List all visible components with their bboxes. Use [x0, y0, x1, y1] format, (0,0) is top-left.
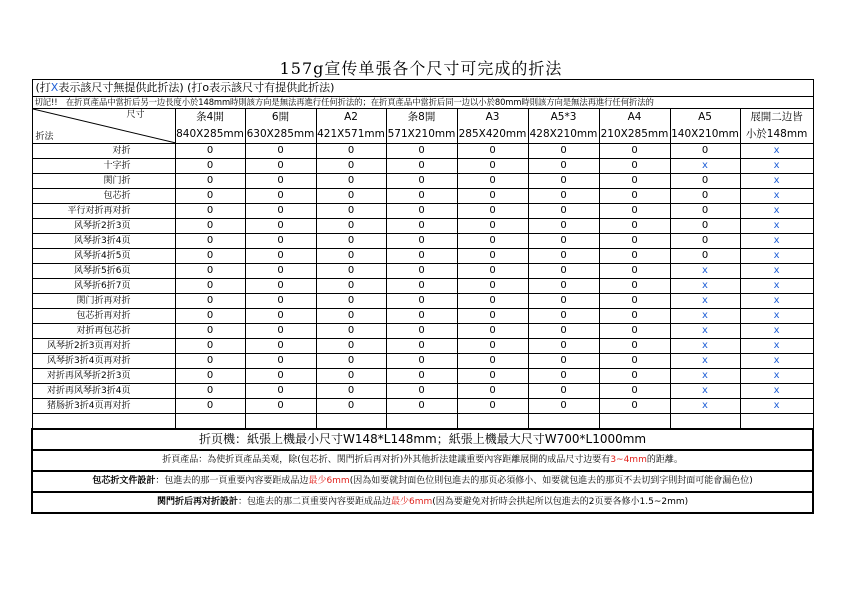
availability-cell: x [670, 399, 740, 414]
availability-cell: 0 [599, 339, 670, 354]
core-note-row [32, 471, 813, 492]
fold-name: 猪肠折3折4页再对折 [32, 399, 175, 414]
availability-cell: 0 [528, 339, 599, 354]
availability-cell: 0 [175, 189, 245, 204]
availability-cell: 0 [245, 324, 316, 339]
availability-cell: x [740, 339, 813, 354]
availability-cell: x [740, 264, 813, 279]
availability-cell: 0 [670, 144, 740, 159]
availability-cell: 0 [386, 249, 457, 264]
corner-fold-label: 折法 [35, 132, 54, 142]
availability-cell: 0 [316, 249, 386, 264]
availability-cell: 0 [316, 399, 386, 414]
blank-cell [386, 414, 457, 430]
availability-cell: 0 [386, 369, 457, 384]
availability-cell: 0 [316, 354, 386, 369]
availability-cell: 0 [528, 369, 599, 384]
availability-cell: 0 [386, 204, 457, 219]
availability-cell: 0 [316, 144, 386, 159]
availability-cell: 0 [316, 384, 386, 399]
availability-cell: x [670, 369, 740, 384]
column-header-dims: 210X285mm [599, 126, 670, 144]
availability-cell: 0 [599, 219, 670, 234]
fold-rows [32, 144, 813, 414]
availability-cell: 0 [175, 339, 245, 354]
availability-cell: 0 [599, 294, 670, 309]
column-header-dims: 285X420mm [457, 126, 528, 144]
fold-name: 风琴折4折5页 [32, 249, 175, 264]
table-row [32, 384, 813, 399]
availability-cell: 0 [599, 354, 670, 369]
availability-cell: 0 [457, 204, 528, 219]
availability-cell: 0 [670, 189, 740, 204]
availability-cell: 0 [599, 144, 670, 159]
page-title: 157g宣传单張各个尺寸可完成的折法 [279, 59, 563, 78]
table-row [32, 279, 813, 294]
table-row [32, 354, 813, 369]
gate-note-heading: 関門折后再对折設計 [156, 497, 238, 507]
availability-cell: 0 [316, 159, 386, 174]
fold-name: 関门折 [32, 174, 175, 189]
availability-cell: 0 [599, 279, 670, 294]
availability-cell: 0 [599, 159, 670, 174]
blank-cell [670, 414, 740, 430]
header-row-names [32, 109, 813, 127]
table-row [32, 309, 813, 324]
availability-cell: 0 [457, 219, 528, 234]
availability-cell: 0 [386, 399, 457, 414]
blank-cell [740, 414, 813, 430]
column-header-name: 条4開 [175, 109, 245, 127]
availability-cell: 0 [599, 384, 670, 399]
availability-cell: 0 [245, 384, 316, 399]
availability-cell: 0 [175, 324, 245, 339]
availability-cell: 0 [175, 279, 245, 294]
column-header-name: 条8開 [386, 109, 457, 127]
availability-cell: 0 [316, 189, 386, 204]
availability-cell: 0 [245, 249, 316, 264]
availability-cell: 0 [457, 249, 528, 264]
availability-cell: 0 [175, 159, 245, 174]
availability-cell: 0 [670, 204, 740, 219]
availability-cell: 0 [175, 144, 245, 159]
availability-cell: 0 [175, 354, 245, 369]
availability-cell: 0 [599, 264, 670, 279]
fold-name: 对折再包芯折 [32, 324, 175, 339]
fold-name: 风琴折3折4页再对折 [32, 354, 175, 369]
availability-cell: 0 [316, 324, 386, 339]
availability-cell: 0 [386, 339, 457, 354]
availability-cell: 0 [245, 399, 316, 414]
table-row [32, 159, 813, 174]
availability-cell: 0 [245, 204, 316, 219]
product-note-row [32, 450, 813, 471]
availability-cell: 0 [245, 339, 316, 354]
availability-cell: 0 [386, 189, 457, 204]
availability-cell: x [740, 144, 813, 159]
availability-cell: 0 [316, 279, 386, 294]
availability-cell: 0 [316, 309, 386, 324]
availability-cell: x [740, 324, 813, 339]
availability-cell: 0 [386, 309, 457, 324]
availability-cell: 0 [599, 369, 670, 384]
fold-name: 对折再风琴折3折4页 [32, 384, 175, 399]
legend-x-mark: X [50, 81, 59, 94]
table-row [32, 399, 813, 414]
availability-cell: 0 [386, 279, 457, 294]
gate-note-margin: 最少6mm [391, 497, 433, 507]
machine-note-row [32, 429, 813, 450]
fold-name: 风琴折2折3页 [32, 219, 175, 234]
availability-cell: x [740, 369, 813, 384]
availability-cell: 0 [599, 249, 670, 264]
fold-name: 风琴折2折3页再对折 [32, 339, 175, 354]
column-header-name: A5 [670, 109, 740, 127]
column-header-name: A3 [457, 109, 528, 127]
column-header-name: A2 [316, 109, 386, 127]
availability-cell: 0 [528, 204, 599, 219]
availability-cell: 0 [316, 174, 386, 189]
table-row [32, 264, 813, 279]
blank-cell [599, 414, 670, 430]
availability-cell: x [740, 159, 813, 174]
availability-cell: 0 [457, 324, 528, 339]
column-header-dims: 571X210mm [386, 126, 457, 144]
availability-cell: 0 [457, 264, 528, 279]
product-note-text: 折頁產品：為使折頁產品美观，除(包芯折、関門折后再对折)外其他折法建議重要內容距離展開的成品尺寸边要有 [162, 455, 611, 465]
column-header-name: A4 [599, 109, 670, 127]
blank-cell [32, 414, 175, 430]
availability-cell: 0 [528, 399, 599, 414]
product-note [32, 450, 813, 471]
availability-cell: 0 [175, 294, 245, 309]
table-row [32, 174, 813, 189]
availability-cell: 0 [175, 174, 245, 189]
fold-name: 平行对折再对折 [32, 204, 175, 219]
legend-prefix: (打 [35, 81, 51, 94]
availability-cell: x [670, 279, 740, 294]
table-row [32, 294, 813, 309]
availability-cell: 0 [316, 204, 386, 219]
table-row [32, 249, 813, 264]
blank-cell [316, 414, 386, 430]
core-note-heading: 包芯折文件設計 [92, 476, 156, 486]
availability-cell: 0 [316, 234, 386, 249]
availability-cell: 0 [386, 264, 457, 279]
availability-cell: 0 [245, 294, 316, 309]
availability-cell: 0 [457, 369, 528, 384]
availability-cell: 0 [457, 174, 528, 189]
availability-cell: 0 [528, 219, 599, 234]
corner-cell [32, 109, 175, 144]
core-note [32, 471, 813, 492]
gate-note-row [32, 492, 813, 513]
availability-cell: 0 [528, 174, 599, 189]
table-row [32, 339, 813, 354]
availability-cell: 0 [245, 144, 316, 159]
availability-cell: 0 [528, 294, 599, 309]
availability-cell: 0 [175, 399, 245, 414]
warning-text: 切記!! 在折頁產品中當折后另一边長度小於148mm時則該方向是無法再進行任何折法的；在折頁產品中當折后同一边以小於80mm時則該方向是無法再進行任何折法的 [32, 97, 813, 109]
availability-cell: 0 [528, 249, 599, 264]
gate-note-text: ：包進去的那二頁重要內容要距成品边 [238, 497, 392, 507]
table-row [32, 204, 813, 219]
legend-x-text: 表示該尺寸無提供此折法) [58, 81, 184, 94]
column-header-dims: 428X210mm [528, 126, 599, 144]
availability-cell: 0 [599, 309, 670, 324]
availability-cell: 0 [386, 159, 457, 174]
availability-cell: 0 [316, 369, 386, 384]
availability-cell: 0 [457, 309, 528, 324]
availability-cell: x [670, 324, 740, 339]
fold-name: 包芯折再对折 [32, 309, 175, 324]
availability-cell: 0 [457, 189, 528, 204]
availability-cell: 0 [386, 219, 457, 234]
blank-cell [245, 414, 316, 430]
gate-note-tail: (因為要避免对折時会拱起所以包進去的2页要各修小1.5~2mm) [432, 497, 689, 507]
table-row [32, 144, 813, 159]
product-note-margin: 3~4mm [610, 455, 647, 465]
availability-cell: 0 [457, 399, 528, 414]
availability-cell: 0 [457, 294, 528, 309]
availability-cell: x [740, 279, 813, 294]
availability-cell: x [670, 264, 740, 279]
availability-cell: x [740, 294, 813, 309]
availability-cell: 0 [316, 294, 386, 309]
availability-cell: 0 [670, 174, 740, 189]
availability-cell: 0 [245, 174, 316, 189]
availability-cell: x [740, 384, 813, 399]
availability-cell: 0 [670, 219, 740, 234]
availability-cell: x [740, 399, 813, 414]
availability-cell: 0 [386, 174, 457, 189]
fold-name: 风琴折5折6页 [32, 264, 175, 279]
fold-name: 风琴折6折7页 [32, 279, 175, 294]
corner-size-label: 尺寸 [126, 110, 145, 120]
core-note-margin: 最少6mm [308, 476, 350, 486]
availability-cell: 0 [175, 264, 245, 279]
availability-cell: x [740, 354, 813, 369]
availability-cell: x [670, 294, 740, 309]
fold-name: 风琴折3折4页 [32, 234, 175, 249]
table-row [32, 234, 813, 249]
availability-cell: 0 [386, 324, 457, 339]
availability-cell: x [740, 174, 813, 189]
availability-cell: x [670, 354, 740, 369]
availability-cell: 0 [599, 204, 670, 219]
availability-cell: x [670, 309, 740, 324]
availability-cell: 0 [245, 159, 316, 174]
availability-cell: x [740, 249, 813, 264]
core-note-tail: (因為如要就封面色位則包進去的那页必須修小、如要就包進去的那页不去切到字則封面可能會漏色位) [349, 476, 753, 486]
fold-table [31, 79, 814, 514]
availability-cell: 0 [528, 189, 599, 204]
availability-cell: x [670, 339, 740, 354]
availability-cell: 0 [175, 249, 245, 264]
fold-name: 十字折 [32, 159, 175, 174]
column-header-name: 展開二边皆 [740, 109, 813, 127]
blank-row [32, 414, 813, 430]
fold-name: 对折再风琴折2折3页 [32, 369, 175, 384]
availability-cell: 0 [245, 309, 316, 324]
availability-cell: 0 [457, 159, 528, 174]
availability-cell: 0 [457, 279, 528, 294]
availability-cell: 0 [528, 309, 599, 324]
availability-cell: x [670, 159, 740, 174]
blank-cell [457, 414, 528, 430]
availability-cell: 0 [457, 384, 528, 399]
column-header-dims: 630X285mm [245, 126, 316, 144]
availability-cell: 0 [386, 234, 457, 249]
gate-note [32, 492, 813, 513]
availability-cell: 0 [457, 144, 528, 159]
availability-cell: 0 [245, 264, 316, 279]
core-note-text: ：包進去的那一頁重要內容要距成品边 [155, 476, 309, 486]
column-header-dims: 小於148mm [740, 126, 813, 144]
availability-cell: 0 [457, 234, 528, 249]
availability-cell: 0 [457, 339, 528, 354]
column-header-name: A5*3 [528, 109, 599, 127]
table-row [32, 219, 813, 234]
availability-cell: 0 [457, 354, 528, 369]
availability-cell: 0 [599, 399, 670, 414]
availability-cell: 0 [670, 234, 740, 249]
table-row [32, 189, 813, 204]
availability-cell: 0 [599, 234, 670, 249]
fold-name: 对折 [32, 144, 175, 159]
column-header-dims: 421X571mm [316, 126, 386, 144]
blank-cell [175, 414, 245, 430]
availability-cell: 0 [528, 144, 599, 159]
availability-cell: 0 [245, 219, 316, 234]
availability-cell: 0 [599, 324, 670, 339]
table-row [32, 369, 813, 384]
column-header-name: 6開 [245, 109, 316, 127]
blank-cell [528, 414, 599, 430]
fold-table-sheet [31, 79, 812, 514]
legend-cell [32, 80, 813, 97]
availability-cell: 0 [175, 384, 245, 399]
availability-cell: 0 [175, 369, 245, 384]
availability-cell: 0 [528, 159, 599, 174]
product-note-tail: 的距離。 [646, 455, 683, 465]
availability-cell: x [740, 204, 813, 219]
availability-cell: 0 [386, 354, 457, 369]
availability-cell: 0 [316, 339, 386, 354]
availability-cell: 0 [245, 354, 316, 369]
availability-cell: 0 [386, 384, 457, 399]
availability-cell: 0 [175, 204, 245, 219]
availability-cell: 0 [245, 234, 316, 249]
availability-cell: 0 [528, 264, 599, 279]
availability-cell: 0 [386, 294, 457, 309]
availability-cell: x [740, 234, 813, 249]
availability-cell: 0 [245, 369, 316, 384]
availability-cell: 0 [528, 354, 599, 369]
column-header-dims: 840X285mm [175, 126, 245, 144]
availability-cell: x [740, 189, 813, 204]
availability-cell: x [740, 309, 813, 324]
machine-note: 折页機：紙張上機最小尺寸W148*L148mm；紙張上機最大尺寸W700*L1000mm [32, 429, 813, 450]
availability-cell: 0 [528, 279, 599, 294]
fold-name: 包芯折 [32, 189, 175, 204]
legend-o-text: (打o表示該尺寸有提供此折法) [187, 81, 335, 94]
availability-cell: 0 [670, 249, 740, 264]
fold-name: 関门折再对折 [32, 294, 175, 309]
availability-cell: 0 [528, 324, 599, 339]
availability-cell: 0 [528, 384, 599, 399]
column-header-dims: 140X210mm [670, 126, 740, 144]
legend-row [32, 80, 813, 97]
availability-cell: 0 [386, 144, 457, 159]
availability-cell: 0 [528, 234, 599, 249]
availability-cell: 0 [599, 174, 670, 189]
availability-cell: 0 [175, 234, 245, 249]
availability-cell: 0 [245, 189, 316, 204]
table-row [32, 324, 813, 339]
availability-cell: 0 [316, 219, 386, 234]
availability-cell: 0 [175, 309, 245, 324]
availability-cell: 0 [175, 219, 245, 234]
warning-row [32, 97, 813, 109]
availability-cell: x [740, 219, 813, 234]
availability-cell: 0 [316, 264, 386, 279]
availability-cell: 0 [599, 189, 670, 204]
availability-cell: x [670, 384, 740, 399]
availability-cell: 0 [245, 279, 316, 294]
